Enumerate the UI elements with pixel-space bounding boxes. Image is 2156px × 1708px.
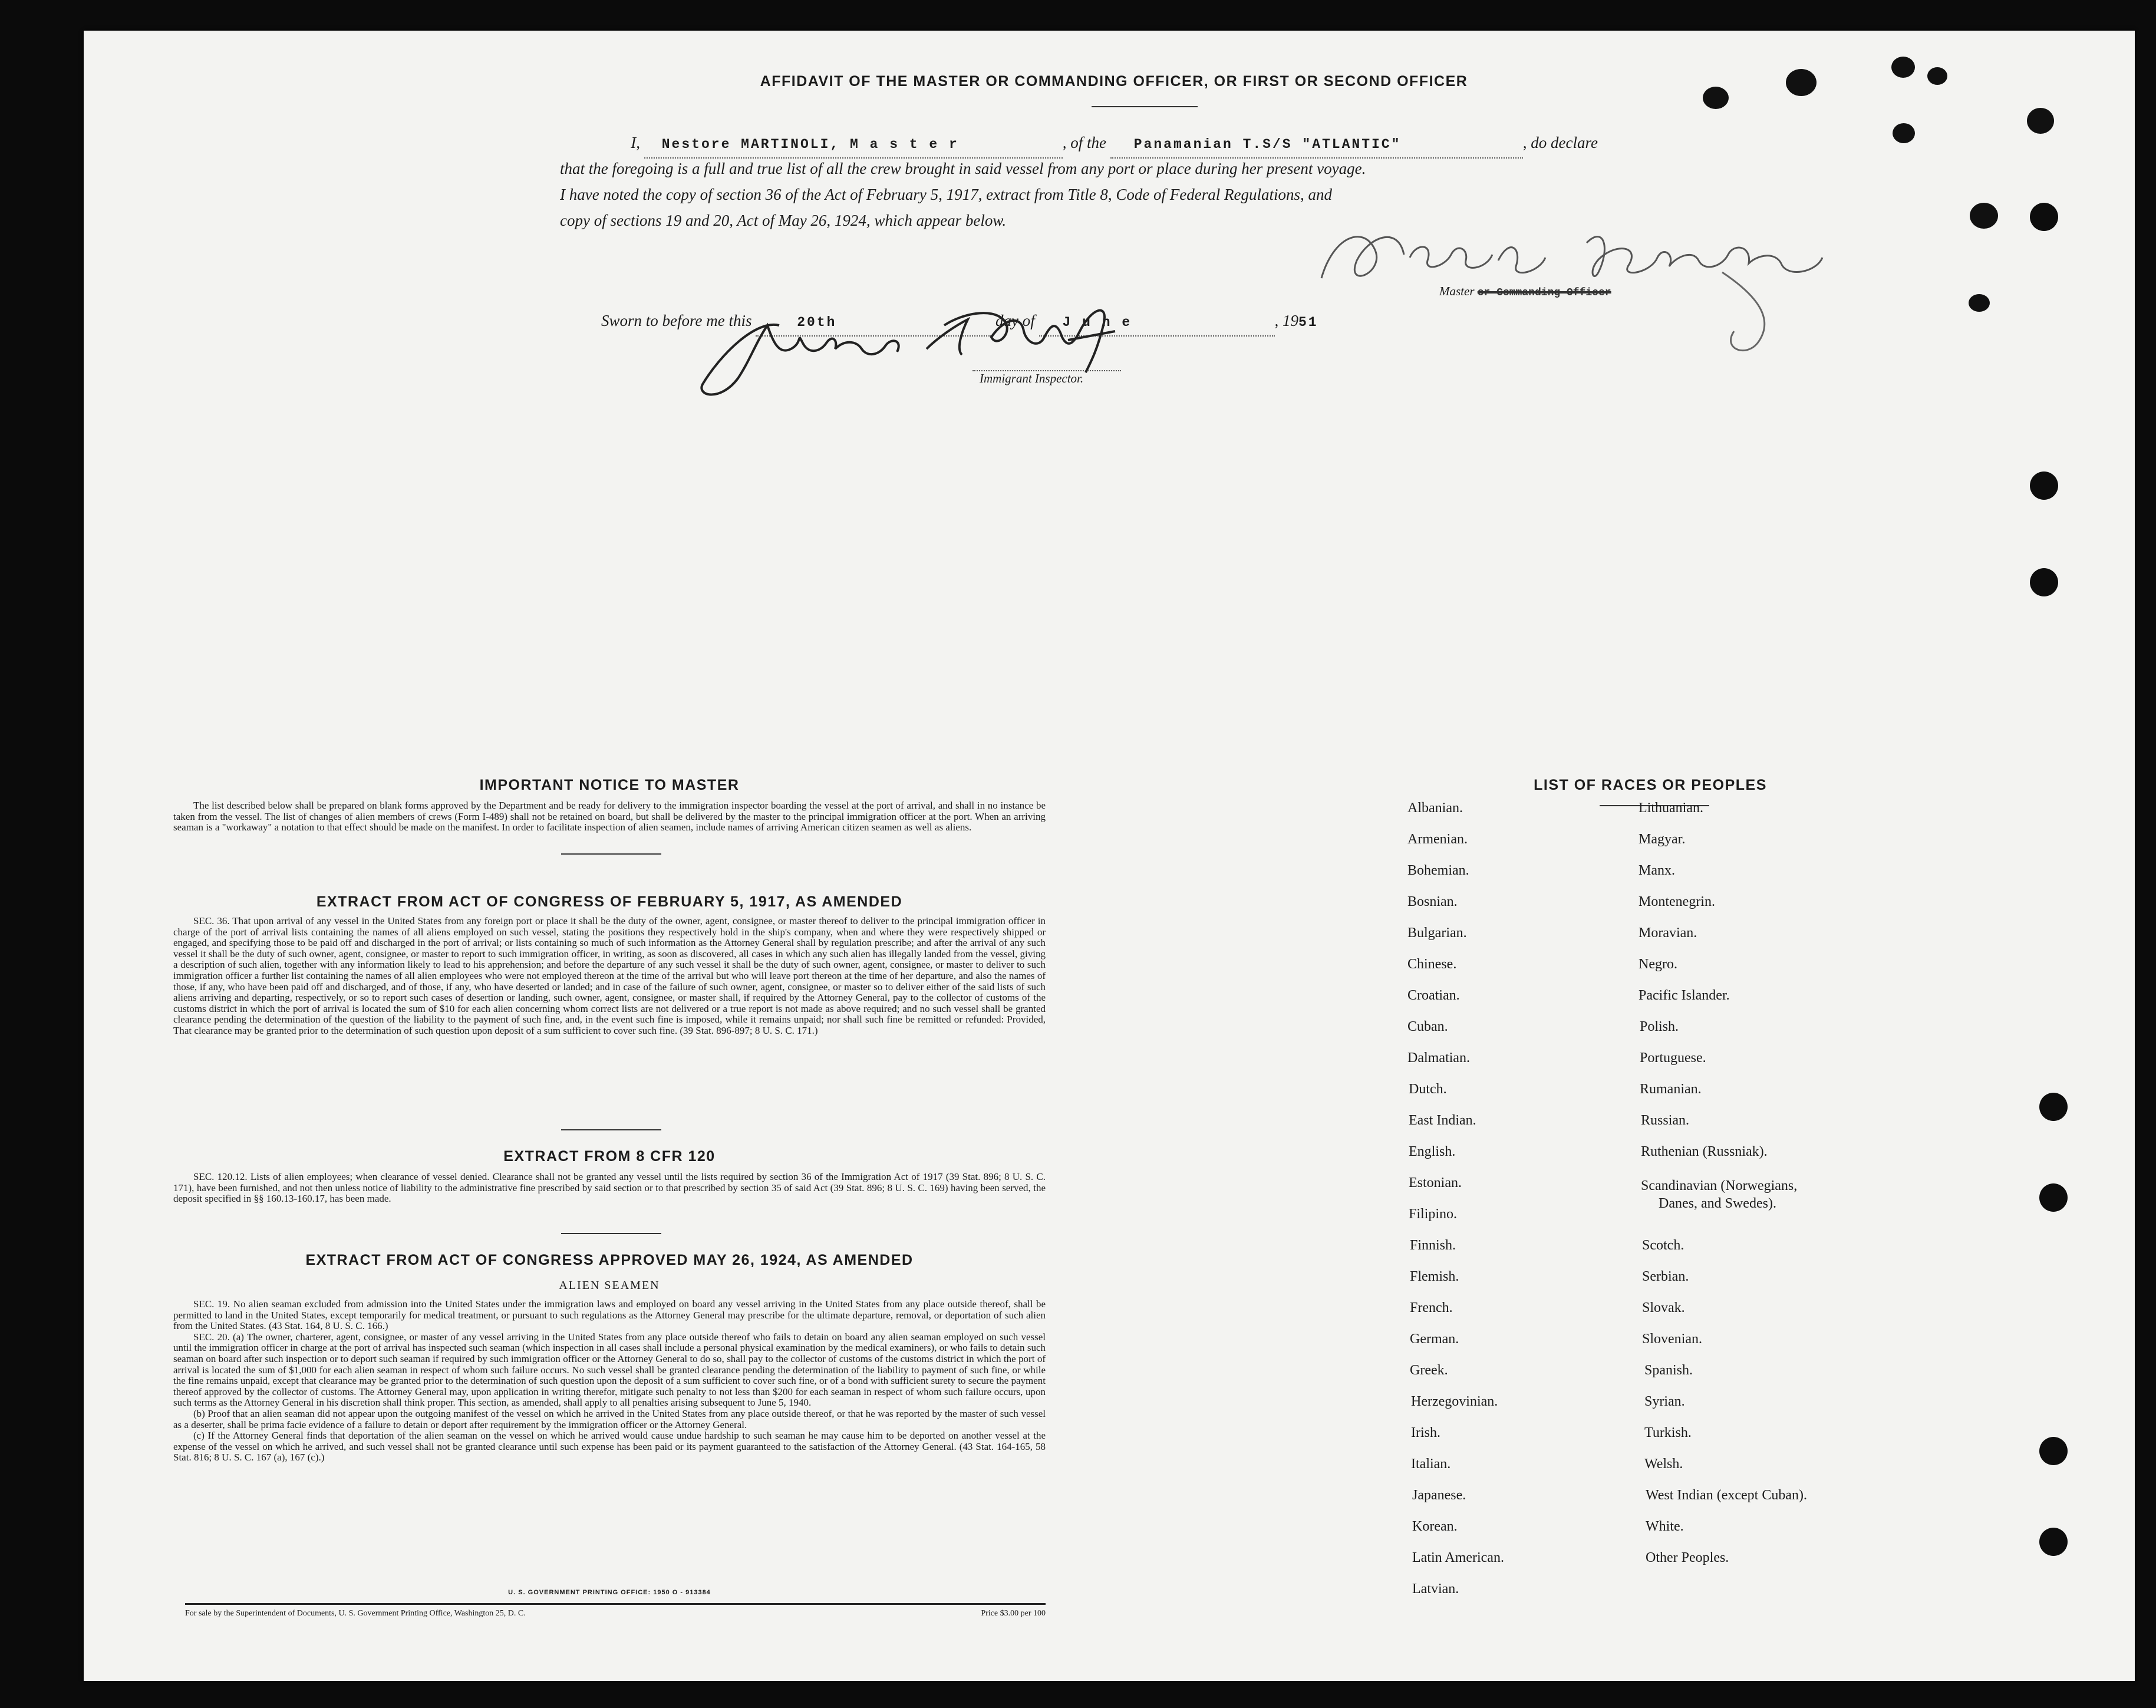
ink-blot	[1703, 87, 1729, 109]
gpo-imprint: U. S. GOVERNMENT PRINTING OFFICE: 1950 O - 913384	[508, 1589, 711, 1596]
notice-paragraph: The list described below shall be prepared on blank forms approved by the Department and be ready for delivery to the immigration inspector boarding the vessel at the port of arrival, and shall in no instance be taken from the vessel. The list of changes of alien members of crews (Form I-489) shall not be retained on board, but shall be delivered by the master to the principal immigration officer at the port. When an arriving seaman is a "workaway" a notation to that effect should be made on the manifest. In order to facilitate inspection of alien seamen, include names of arriving American citizen seamen as well as aliens.	[173, 800, 1046, 833]
race-item: Dalmatian.	[1407, 1050, 1470, 1066]
alien-seamen-subtitle: ALIEN SEAMEN	[559, 1279, 660, 1292]
master-label: Master	[1439, 284, 1475, 298]
race-item: Serbian.	[1642, 1269, 1689, 1284]
affidavit-title: AFFIDAVIT OF THE MASTER OR COMMANDING OFFICER, OR FIRST OR SECOND OFFICER	[760, 73, 1468, 90]
section-20a-paragraph: SEC. 20. (a) The owner, charterer, agent, consignee, or master of any vessel arriving in the United States from any place outside thereof who fails to detain on board any alien seaman employed on such vessel until the immigration officer in charge at the port of arrival has inspected such seaman (which inspection in all cases shall include a personal physical examination by the medical examiners), or who fails to detain such seaman on board after such inspection or to deport such seaman if required by such immigration officer or the Attorney General to do so, shall pay to the collector of customs of the customs district in which the port of arrival is located the sum of $1,000 for each alien seaman in respect of whom such failure occurs. No such vessel shall be granted clearance pending the determination of the liability to payment of such fine, or while the fine remains unpaid, except that clearance may be granted prior to the determination of such question upon the deposit of a sum sufficient to cover such fine, or of a bond with sufficient surety to secure the payment thereof approved by the collector of customs. The Attorney General may, upon application in writing therefor, mitigate such penalty to not less than $200 for each seaman in respect of whom such failure occurs, upon such terms as the Attorney General in his discretion shall think proper. This section, as amended, shall apply to all penalties arising subsequent to June 5, 1940.	[173, 1331, 1046, 1409]
sworn-day-field[interactable]: 20th	[756, 309, 991, 337]
extract-1917-title: EXTRACT FROM ACT OF CONGRESS OF FEBRUARY 5, 1917, AS AMENDED	[316, 893, 903, 910]
race-item: Other Peoples.	[1646, 1550, 1729, 1565]
race-item: Croatian.	[1407, 988, 1460, 1003]
punch-hole	[2030, 568, 2058, 596]
race-item: Scotch.	[1642, 1238, 1684, 1253]
race-item: Latvian.	[1412, 1581, 1459, 1597]
extract-1917-divider	[561, 1129, 661, 1130]
ink-blot	[1893, 123, 1915, 143]
punch-hole	[2039, 1437, 2068, 1465]
ink-blot	[2027, 108, 2054, 134]
punch-hole	[2039, 1093, 2068, 1121]
race-item: Bulgarian.	[1407, 925, 1467, 941]
races-title: LIST OF RACES OR PEOPLES	[1534, 777, 1767, 793]
sale-text: For sale by the Superintendent of Documents, U. S. Government Printing Office, Washington 25, D. C.	[185, 1609, 526, 1618]
footer-rule	[185, 1603, 1046, 1605]
race-item: Negro.	[1639, 957, 1677, 972]
race-item: Scandinavian (Norwegians,	[1641, 1178, 1798, 1193]
race-item: Moravian.	[1639, 925, 1697, 941]
extract-1917-body	[173, 916, 1046, 1037]
master-name-field[interactable]: Nestore MARTINOLI, M a s t e r	[644, 131, 1063, 159]
extract-cfr-body	[173, 1172, 1046, 1205]
ink-blot	[1891, 57, 1915, 78]
race-item: Rumanian.	[1640, 1081, 1702, 1097]
race-item: Russian.	[1641, 1113, 1690, 1128]
document-page	[84, 31, 2135, 1681]
struck-commanding-officer: or Commanding Officer	[1477, 287, 1611, 299]
affidavit-line-1	[601, 130, 1598, 159]
sworn-year-field[interactable]: 51	[1298, 315, 1318, 330]
race-item: Estonian.	[1409, 1175, 1462, 1191]
affidavit-line-2: that the foregoing is a full and true list of all the crew brought in said vessel from any port or place during her present voyage.	[560, 160, 1366, 177]
price-text: Price $3.00 per 100	[981, 1609, 1046, 1618]
race-item: Montenegrin.	[1639, 894, 1715, 909]
punch-hole	[2030, 471, 2058, 500]
race-item: Lithuanian.	[1639, 800, 1703, 816]
notice-title: IMPORTANT NOTICE TO MASTER	[479, 777, 740, 793]
section-120-paragraph: SEC. 120.12. Lists of alien employees; when clearance of vessel denied. Clearance shall not be granted any vessel until the lists required by section 36 of the Immigration Act of 1917 (39 Stat. 896; 8 U. S. C. 171), have been furnished, and not then unless notice of liability to the administrative fine prescribed by said section or to that prescribed by section 35 of said Act (39 Stat. 896; 8 U. S. C. 169) having been served, the deposit specified in §§ 160.13-160.17, has been made.	[173, 1171, 1046, 1205]
year-prefix: , 19	[1274, 312, 1298, 329]
race-item: Spanish.	[1644, 1363, 1693, 1378]
affidavit-line-3: I have noted the copy of section 36 of the Act of February 5, 1917, extract from Title 8, Code of Federal Regulations, and	[560, 186, 1333, 203]
race-item: Italian.	[1411, 1456, 1451, 1472]
extract-1924-title: EXTRACT FROM ACT OF CONGRESS APPROVED MAY 26, 1924, AS AMENDED	[305, 1252, 914, 1268]
sworn-month-field[interactable]: J u n e	[1039, 309, 1275, 337]
race-item: Manx.	[1639, 863, 1675, 878]
race-item: Chinese.	[1407, 957, 1457, 972]
race-item: English.	[1409, 1144, 1456, 1159]
extract-1924-body	[173, 1299, 1046, 1463]
race-item: Irish.	[1411, 1425, 1440, 1440]
section-19-paragraph: SEC. 19. No alien seaman excluded from admission into the United States under the immigration laws and employed on board any vessel arriving in the United States from any place outside thereof, shall be permitted to land in the United States, except temporarily for medical treatment, or pursuant to such regulations as the Attorney General may prescribe for the ultimate departure, removal, or deportation of such alien from the United States. (43 Stat. 164, 8 U. S. C. 166.)	[173, 1298, 1046, 1332]
race-item: Herzegovinian.	[1411, 1394, 1498, 1409]
section-20c-paragraph: (c) If the Attorney General finds that deportation of the alien seaman on the vessel on which he arrived would cause undue hardship to such seaman he may cause him to be deported on another vessel at the expense of the vessel on which he arrived, and such vessel shall not be granted clearance until such expense has been paid or its payment guaranteed to the satisfaction of the Attorney General. (43 Stat. 164-165, 58 Stat. 816; 8 U. S. C. 167 (a), 167 (c).)	[173, 1430, 1046, 1463]
punch-hole	[2039, 1183, 2068, 1212]
race-item: Albanian.	[1407, 800, 1463, 816]
race-item: Slovenian.	[1642, 1331, 1702, 1347]
race-item: Cuban.	[1407, 1019, 1448, 1034]
ink-blot	[1927, 67, 1947, 85]
race-item: Finnish.	[1410, 1238, 1456, 1253]
sale-notice	[185, 1609, 1046, 1618]
section-36-paragraph: SEC. 36. That upon arrival of any vessel in the United States from any foreign port or place it shall be the duty of the owner, agent, consignee, or master thereof to deliver to the principal immigration officer in charge of the port of arrival lists containing the names of all aliens employed on such vessel, stating the positions they respectively hold in the ship's company, when and where they were respectively shipped or engaged, and specifying those to be paid off and discharged in the port of arrival; or lists containing so much of such information as the Attorney General shall by regulation prescribe; and after the arrival of any such vessel it shall be the duty of such owner, agent, consignee, or master to report to such immigration officer, in writing, as soon as discovered, all cases in which any such alien has illegally landed from the vessel, giving a description of such alien, together with any information likely to lead to his apprehension; and before the departure of any such vessel it shall be the duty of such owner, agent, consignee, or master to deliver to such immigration officer a further list containing the names of all alien employees who were not employed thereon at the time of the arrival but who will leave port thereon at the time of her departure, and also the names of those, if any, who have been paid off and discharged, and of those, if any, who have deserted or landed; and in case of the failure of such owner, agent, consignee, or master so to deliver either of the said lists of such aliens arriving and departing, respectively, or so to report such cases of desertion or landing, such owner, agent, consignee, or master shall, if required by the Attorney General, pay to the collector of customs of the customs district in which the port of arrival is located the sum of $10 for each alien concerning whom correct lists are not delivered or a true report is not made as above required; and no such vessel shall be granted clearance pending the determination of the question of the liability to the payment of such fine, and, in the event such fine is imposed, while it remains unpaid; nor shall such fine be remitted or refunded: Provided, That clearance may be granted prior to the determination of such question upon deposit of a sum sufficient to cover such fine. (39 Stat. 896-897; 8 U. S. C. 171.)	[173, 915, 1046, 1036]
notice-divider	[561, 853, 661, 855]
ink-blot	[1786, 69, 1817, 96]
race-item: French.	[1410, 1300, 1453, 1315]
affidavit-line-4: copy of sections 19 and 20, Act of May 26, 1924, which appear below.	[560, 212, 1007, 229]
declare-text: , do declare	[1522, 134, 1598, 151]
section-20b-paragraph: (b) Proof that an alien seaman did not appear upon the outgoing manifest of the vessel on which he arrived in the United States from any place outside thereof, or that he was reported by the master of such vessel as a deserter, shall be prima facie evidence of a failure to detain or deport after requirement by the immigration officer or the Attorney General.	[173, 1407, 1046, 1430]
vessel-name-field[interactable]: Panamanian T.S/S "ATLANTIC"	[1110, 131, 1523, 159]
title-divider	[1092, 106, 1198, 107]
race-item: Filipino.	[1409, 1206, 1458, 1222]
race-item: Ruthenian (Russniak).	[1641, 1144, 1768, 1159]
race-item: West Indian (except Cuban).	[1646, 1488, 1807, 1503]
day-of-text: day of	[995, 312, 1035, 329]
race-item: Danes, and Swedes).	[1659, 1196, 1776, 1211]
race-item: German.	[1410, 1331, 1459, 1347]
race-item: Greek.	[1410, 1363, 1448, 1378]
inspector-label: Immigrant Inspector.	[972, 370, 1121, 385]
master-title-line	[1439, 284, 1611, 300]
race-item: Turkish.	[1644, 1425, 1692, 1440]
extract-cfr-divider	[561, 1233, 661, 1234]
declaration-prefix: I,	[631, 134, 640, 151]
inspector-signature	[685, 284, 1156, 414]
race-item: Armenian.	[1407, 832, 1468, 847]
of-the-text: , of the	[1062, 134, 1106, 151]
race-item: Portuguese.	[1640, 1050, 1706, 1066]
extract-cfr-title: EXTRACT FROM 8 CFR 120	[503, 1148, 716, 1165]
sworn-prefix: Sworn to before me this	[601, 312, 752, 329]
race-item: Bosnian.	[1407, 894, 1458, 909]
race-item: Bohemian.	[1407, 863, 1469, 878]
race-item: Korean.	[1412, 1519, 1458, 1534]
race-item: Syrian.	[1644, 1394, 1685, 1409]
notice-body	[173, 800, 1046, 833]
punch-hole	[2039, 1528, 2068, 1556]
race-item: Welsh.	[1644, 1456, 1683, 1472]
race-item: Polish.	[1640, 1019, 1679, 1034]
race-item: Latin American.	[1412, 1550, 1504, 1565]
race-item: Flemish.	[1410, 1269, 1459, 1284]
race-item: White.	[1646, 1519, 1684, 1534]
race-item: Slovak.	[1642, 1300, 1685, 1315]
race-item: Japanese.	[1412, 1488, 1466, 1503]
ink-blot	[1969, 294, 1990, 312]
ink-blot	[1970, 203, 1998, 229]
race-item: Pacific Islander.	[1639, 988, 1730, 1003]
punch-hole	[2030, 203, 2058, 231]
race-item: Dutch.	[1409, 1081, 1447, 1097]
race-item: East Indian.	[1409, 1113, 1476, 1128]
race-item: Magyar.	[1639, 832, 1686, 847]
